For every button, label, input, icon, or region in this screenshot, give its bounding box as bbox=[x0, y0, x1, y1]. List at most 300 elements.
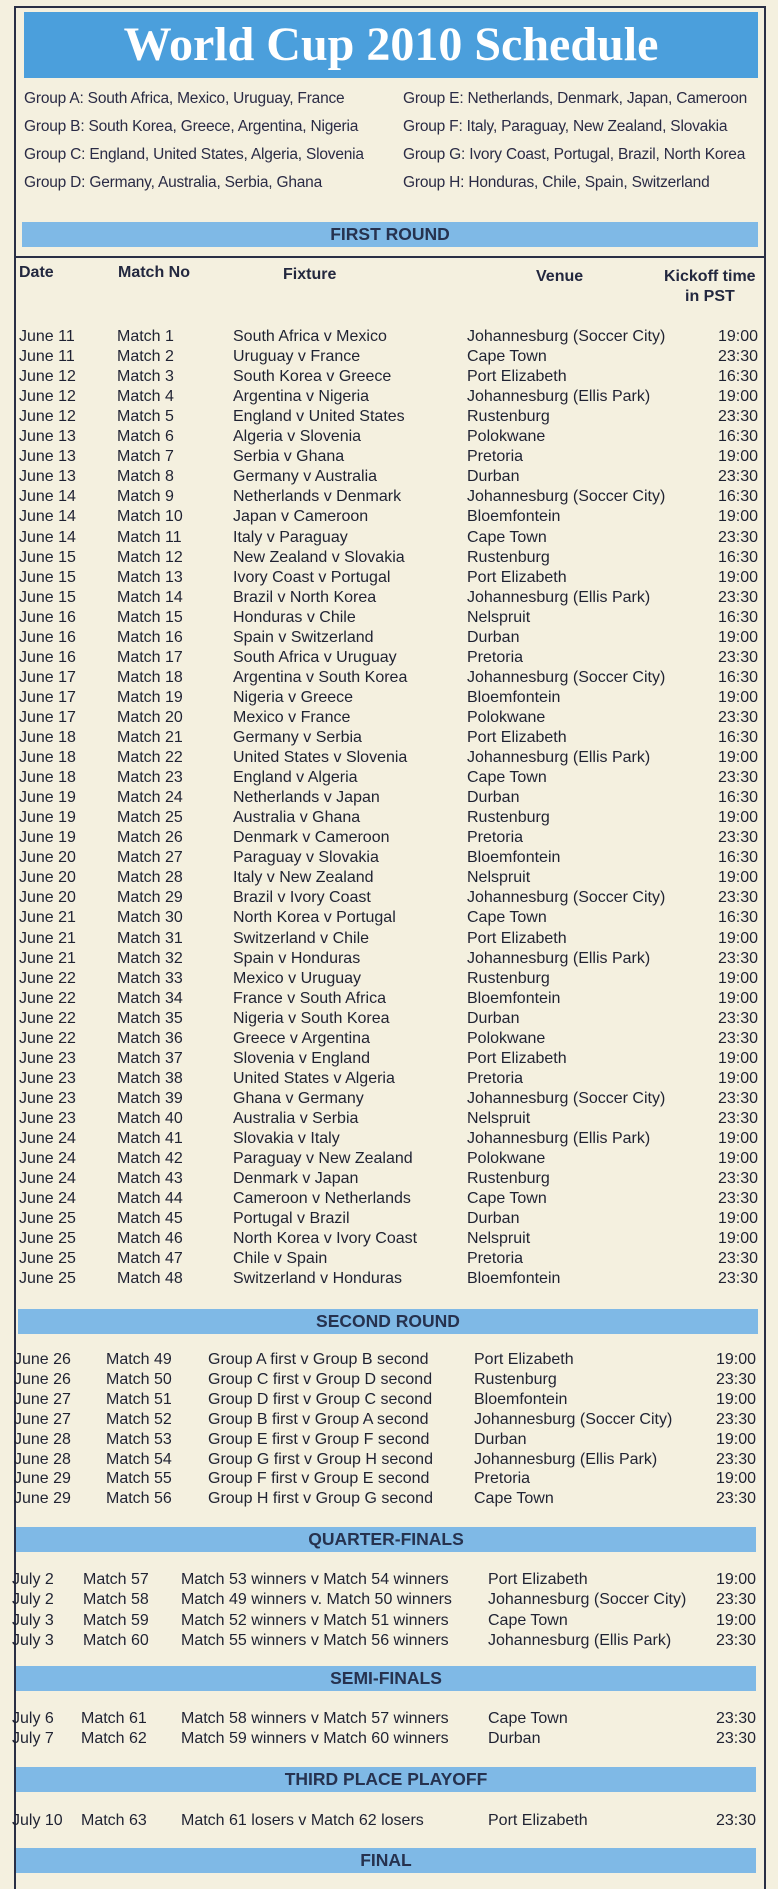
kickoff-time: 19:00 bbox=[717, 969, 758, 987]
match-fixture: Germany v Serbia bbox=[233, 729, 362, 746]
table-row bbox=[0, 387, 778, 407]
match-fixture: Switzerland v Chile bbox=[233, 929, 370, 947]
kickoff-time: 19:00 bbox=[717, 749, 758, 767]
match-fixture: Match 55 winners v Match 56 winners bbox=[181, 1631, 449, 1649]
kickoff-time: 19:00 bbox=[717, 328, 758, 345]
table-row bbox=[0, 1089, 778, 1109]
table-row bbox=[0, 908, 778, 928]
match-fixture: Paraguay v New Zealand bbox=[233, 1150, 413, 1168]
match-venue: Johannesburg (Ellis Park) bbox=[467, 1130, 651, 1147]
match-date: June 20 bbox=[19, 889, 76, 907]
match-number: Match 24 bbox=[117, 789, 183, 807]
table-row bbox=[0, 708, 778, 728]
match-number: Match 61 bbox=[81, 1710, 147, 1727]
match-number: Match 42 bbox=[117, 1150, 183, 1168]
match-venue: Port Elizabeth bbox=[467, 929, 567, 947]
match-fixture: France v South Africa bbox=[233, 989, 386, 1007]
match-number: Match 15 bbox=[117, 608, 183, 626]
table-row bbox=[0, 848, 778, 868]
match-number: Match 47 bbox=[117, 1250, 183, 1268]
match-date: June 29 bbox=[14, 1470, 71, 1488]
match-date: June 24 bbox=[19, 1130, 76, 1147]
table-row bbox=[0, 1249, 778, 1269]
match-venue: Pretoria bbox=[467, 829, 524, 847]
match-date: June 14 bbox=[19, 528, 76, 546]
match-venue: Johannesburg (Ellis Park) bbox=[467, 749, 651, 767]
match-venue: Bloemfontein bbox=[467, 849, 561, 867]
kickoff-time: 23:30 bbox=[717, 889, 758, 907]
table-row bbox=[0, 748, 778, 768]
kickoff-time: 23:30 bbox=[717, 829, 758, 847]
kickoff-time: 19:00 bbox=[717, 869, 758, 887]
match-fixture: Argentina v Nigeria bbox=[233, 388, 370, 406]
match-date: June 18 bbox=[19, 729, 76, 746]
match-venue: Pretoria bbox=[467, 1250, 524, 1268]
match-venue: Durban bbox=[467, 1210, 520, 1228]
table-row bbox=[0, 427, 778, 447]
match-number: Match 55 bbox=[106, 1470, 172, 1488]
match-venue: Pretoria bbox=[474, 1470, 531, 1488]
table-row bbox=[0, 1590, 778, 1610]
table-row bbox=[0, 407, 778, 427]
kickoff-time: 16:30 bbox=[717, 488, 758, 506]
table-row bbox=[0, 648, 778, 668]
table-row bbox=[0, 1350, 778, 1370]
match-date: June 20 bbox=[19, 849, 76, 867]
match-number: Match 17 bbox=[117, 648, 183, 666]
match-fixture: Slovakia v Italy bbox=[233, 1130, 340, 1147]
match-fixture: Cameroon v Netherlands bbox=[233, 1190, 411, 1208]
match-venue: Nelspruit bbox=[467, 1230, 531, 1248]
match-fixture: Group F first v Group E second bbox=[208, 1470, 430, 1488]
match-date: June 23 bbox=[19, 1069, 76, 1087]
group-c-entry: Group C: England, United States, Algeria, Slovenia bbox=[24, 146, 364, 163]
table-row bbox=[0, 588, 778, 608]
kickoff-time: 19:00 bbox=[715, 1470, 756, 1488]
match-date: July 2 bbox=[12, 1591, 54, 1609]
match-number: Match 63 bbox=[81, 1812, 147, 1829]
table-row bbox=[0, 728, 778, 748]
kickoff-time: 16:30 bbox=[717, 368, 758, 386]
match-fixture: Ivory Coast v Portugal bbox=[233, 568, 391, 586]
match-venue: Rustenburg bbox=[467, 809, 550, 827]
match-number: Match 27 bbox=[117, 849, 183, 867]
match-fixture: Match 49 winners v. Match 50 winners bbox=[181, 1591, 452, 1609]
match-venue: Rustenburg bbox=[474, 1370, 557, 1388]
section-band-third-place-playoff: THIRD PLACE PLAYOFF bbox=[16, 1767, 756, 1792]
table-row bbox=[0, 1009, 778, 1029]
header-rule bbox=[14, 256, 766, 258]
match-fixture: Brazil v North Korea bbox=[233, 588, 377, 606]
table-row bbox=[0, 888, 778, 908]
kickoff-time: 23:30 bbox=[715, 1591, 756, 1609]
match-number: Match 19 bbox=[117, 688, 183, 706]
match-date: June 11 bbox=[19, 328, 75, 345]
match-fixture: Group D first v Group C second bbox=[208, 1390, 433, 1408]
match-date: June 23 bbox=[19, 1049, 76, 1067]
group-e-entry: Group E: Netherlands, Denmark, Japan, Cameroon bbox=[403, 90, 748, 107]
match-date: June 17 bbox=[19, 688, 76, 706]
group-h-entry: Group H: Honduras, Chile, Spain, Switzerland bbox=[403, 174, 710, 191]
match-fixture: Portugal v Brazil bbox=[233, 1210, 350, 1228]
kickoff-time: 23:30 bbox=[717, 468, 758, 486]
match-number: Match 6 bbox=[117, 428, 174, 446]
match-number: Match 41 bbox=[117, 1130, 183, 1147]
match-date: June 13 bbox=[19, 448, 76, 466]
match-fixture: Mexico v France bbox=[233, 708, 351, 726]
match-number: Match 31 bbox=[117, 929, 183, 947]
match-date: July 7 bbox=[12, 1730, 54, 1747]
page-title: World Cup 2010 Schedule bbox=[24, 12, 758, 78]
table-row bbox=[0, 1390, 778, 1410]
match-fixture: Germany v Australia bbox=[233, 468, 378, 486]
match-fixture: Denmark v Cameroon bbox=[233, 829, 390, 847]
table-row bbox=[0, 1631, 778, 1651]
table-row bbox=[0, 929, 778, 949]
kickoff-time: 19:00 bbox=[717, 448, 758, 466]
match-fixture: Serbia v Ghana bbox=[233, 448, 345, 466]
table-row bbox=[0, 969, 778, 989]
match-date: June 14 bbox=[19, 508, 76, 526]
match-date: June 25 bbox=[19, 1250, 76, 1268]
match-venue: Johannesburg (Ellis Park) bbox=[467, 588, 651, 606]
match-number: Match 53 bbox=[106, 1430, 172, 1448]
match-number: Match 16 bbox=[117, 628, 183, 646]
group-a-entry: Group A: South Africa, Mexico, Uruguay, France bbox=[24, 90, 345, 107]
match-number: Match 14 bbox=[117, 588, 183, 606]
match-number: Match 39 bbox=[117, 1089, 183, 1107]
match-venue: Johannesburg (Ellis Park) bbox=[467, 388, 651, 406]
match-date: June 21 bbox=[19, 949, 76, 967]
match-venue: Rustenburg bbox=[467, 1170, 550, 1188]
kickoff-time: 16:30 bbox=[717, 909, 758, 927]
match-date: June 27 bbox=[14, 1390, 71, 1408]
match-number: Match 13 bbox=[117, 568, 183, 586]
match-fixture: Argentina v South Korea bbox=[233, 668, 408, 686]
match-fixture: North Korea v Ivory Coast bbox=[233, 1230, 418, 1248]
match-venue: Port Elizabeth bbox=[467, 1049, 567, 1067]
table-row bbox=[0, 808, 778, 828]
match-fixture: New Zealand v Slovakia bbox=[233, 548, 405, 566]
table-row bbox=[0, 467, 778, 487]
kickoff-time: 16:30 bbox=[717, 849, 758, 867]
match-date: June 11 bbox=[19, 348, 75, 366]
match-fixture: Group B first v Group A second bbox=[208, 1410, 429, 1428]
match-venue: Port Elizabeth bbox=[467, 729, 567, 746]
match-venue: Polokwane bbox=[467, 428, 546, 446]
table-row bbox=[0, 1811, 778, 1831]
kickoff-time: 23:30 bbox=[715, 1730, 756, 1747]
match-fixture: South Korea v Greece bbox=[233, 368, 392, 386]
table-row bbox=[0, 1489, 778, 1509]
match-number: Match 38 bbox=[117, 1069, 183, 1087]
table-row bbox=[0, 668, 778, 688]
match-number: Match 49 bbox=[106, 1351, 172, 1368]
match-fixture: Denmark v Japan bbox=[233, 1170, 359, 1188]
match-venue: Nelspruit bbox=[467, 608, 531, 626]
match-venue: Bloemfontein bbox=[467, 989, 561, 1007]
match-fixture: Algeria v Slovenia bbox=[233, 428, 362, 446]
match-fixture: Greece v Argentina bbox=[233, 1029, 370, 1047]
kickoff-time: 23:30 bbox=[717, 348, 758, 366]
match-date: June 24 bbox=[19, 1150, 76, 1168]
match-date: June 24 bbox=[19, 1170, 76, 1188]
match-fixture: Match 61 losers v Match 62 losers bbox=[181, 1812, 424, 1829]
match-number: Match 35 bbox=[117, 1009, 183, 1027]
col-header-kickoff: Kickoff time bbox=[664, 268, 756, 285]
table-row bbox=[0, 367, 778, 387]
table-row bbox=[0, 608, 778, 628]
match-venue: Cape Town bbox=[467, 528, 547, 546]
section-band-second-round: SECOND ROUND bbox=[18, 1309, 758, 1334]
match-venue: Port Elizabeth bbox=[474, 1351, 574, 1368]
table-row bbox=[0, 1209, 778, 1229]
match-date: June 26 bbox=[14, 1351, 71, 1368]
kickoff-time: 19:00 bbox=[717, 1230, 758, 1248]
match-number: Match 12 bbox=[117, 548, 183, 566]
match-date: June 22 bbox=[19, 969, 76, 987]
match-venue: Durban bbox=[474, 1430, 527, 1448]
match-date: June 25 bbox=[19, 1270, 76, 1288]
match-venue: Johannesburg (Soccer City) bbox=[467, 1089, 666, 1107]
match-number: Match 45 bbox=[117, 1210, 183, 1228]
match-number: Match 50 bbox=[106, 1370, 172, 1388]
match-number: Match 37 bbox=[117, 1049, 183, 1067]
match-fixture: North Korea v Portugal bbox=[233, 909, 396, 927]
match-venue: Durban bbox=[467, 1009, 520, 1027]
match-fixture: United States v Algeria bbox=[233, 1069, 395, 1087]
table-row bbox=[0, 1709, 778, 1729]
group-f-entry: Group F: Italy, Paraguay, New Zealand, Slovakia bbox=[403, 118, 728, 135]
match-venue: Rustenburg bbox=[467, 548, 550, 566]
match-fixture: Nigeria v South Korea bbox=[233, 1009, 390, 1027]
match-fixture: Spain v Honduras bbox=[233, 949, 361, 967]
table-row bbox=[0, 1129, 778, 1149]
match-date: June 13 bbox=[19, 468, 76, 486]
match-venue: Port Elizabeth bbox=[467, 568, 567, 586]
match-date: June 19 bbox=[19, 829, 76, 847]
match-number: Match 9 bbox=[117, 488, 174, 506]
kickoff-time: 16:30 bbox=[717, 789, 758, 807]
table-row bbox=[0, 487, 778, 507]
match-number: Match 21 bbox=[117, 729, 183, 746]
match-number: Match 2 bbox=[117, 348, 174, 366]
match-date: June 15 bbox=[19, 568, 76, 586]
match-fixture: Group H first v Group G second bbox=[208, 1490, 433, 1508]
match-fixture: Paraguay v Slovakia bbox=[233, 849, 379, 867]
match-number: Match 7 bbox=[117, 448, 174, 466]
table-row bbox=[0, 688, 778, 708]
kickoff-time: 16:30 bbox=[717, 548, 758, 566]
match-fixture: United States v Slovenia bbox=[233, 749, 408, 767]
table-row bbox=[0, 1269, 778, 1289]
kickoff-time: 19:00 bbox=[715, 1390, 756, 1408]
match-date: June 28 bbox=[14, 1430, 71, 1448]
kickoff-time: 23:30 bbox=[717, 1109, 758, 1127]
match-number: Match 43 bbox=[117, 1170, 183, 1188]
match-fixture: Chile v Spain bbox=[233, 1250, 328, 1268]
match-fixture: Netherlands v Denmark bbox=[233, 488, 402, 506]
match-date: June 24 bbox=[19, 1190, 76, 1208]
table-row bbox=[0, 868, 778, 888]
kickoff-time: 23:30 bbox=[715, 1410, 756, 1428]
match-venue: Johannesburg (Ellis Park) bbox=[474, 1450, 658, 1468]
match-number: Match 36 bbox=[117, 1029, 183, 1047]
kickoff-time: 19:00 bbox=[717, 388, 758, 406]
kickoff-time: 19:00 bbox=[715, 1351, 756, 1368]
match-date: July 3 bbox=[12, 1631, 54, 1649]
match-venue: Cape Town bbox=[467, 1190, 547, 1208]
table-row bbox=[0, 1430, 778, 1450]
kickoff-time: 19:00 bbox=[717, 628, 758, 646]
match-number: Match 30 bbox=[117, 909, 183, 927]
match-number: Match 40 bbox=[117, 1109, 183, 1127]
match-date: June 29 bbox=[14, 1490, 71, 1508]
match-date: June 23 bbox=[19, 1089, 76, 1107]
table-row bbox=[0, 1570, 778, 1590]
match-venue: Johannesburg (Soccer City) bbox=[467, 889, 666, 907]
match-date: June 22 bbox=[19, 1009, 76, 1027]
section-band-semi-finals: SEMI-FINALS bbox=[16, 1666, 756, 1691]
match-fixture: Switzerland v Honduras bbox=[233, 1270, 402, 1288]
match-date: June 25 bbox=[19, 1210, 76, 1228]
kickoff-time: 23:30 bbox=[717, 769, 758, 787]
match-number: Match 22 bbox=[117, 749, 183, 767]
kickoff-time: 23:30 bbox=[717, 528, 758, 546]
match-venue: Johannesburg (Soccer City) bbox=[467, 668, 666, 686]
col-header-fixture: Fixture bbox=[283, 266, 337, 283]
table-row bbox=[0, 1450, 778, 1470]
kickoff-time: 19:00 bbox=[717, 688, 758, 706]
match-date: June 12 bbox=[19, 388, 76, 406]
match-number: Match 20 bbox=[117, 708, 183, 726]
kickoff-time: 19:00 bbox=[717, 1069, 758, 1087]
match-number: Match 34 bbox=[117, 989, 183, 1007]
match-number: Match 5 bbox=[117, 408, 174, 426]
match-date: June 22 bbox=[19, 1029, 76, 1047]
kickoff-time: 19:00 bbox=[717, 568, 758, 586]
kickoff-time: 23:30 bbox=[715, 1812, 756, 1829]
match-number: Match 29 bbox=[117, 889, 183, 907]
kickoff-time: 16:30 bbox=[717, 729, 758, 746]
match-venue: Johannesburg (Soccer City) bbox=[488, 1591, 687, 1609]
match-fixture: Nigeria v Greece bbox=[233, 688, 354, 706]
match-fixture: Netherlands v Japan bbox=[233, 789, 380, 807]
match-fixture: Group A first v Group B second bbox=[208, 1351, 429, 1368]
match-fixture: South Africa v Uruguay bbox=[233, 648, 397, 666]
match-fixture: Italy v New Zealand bbox=[233, 869, 374, 887]
match-number: Match 59 bbox=[83, 1611, 149, 1629]
match-fixture: Match 59 winners v Match 60 winners bbox=[181, 1730, 449, 1747]
match-venue: Pretoria bbox=[467, 448, 524, 466]
table-row bbox=[0, 1611, 778, 1631]
match-fixture: Japan v Cameroon bbox=[233, 508, 369, 526]
match-venue: Bloemfontein bbox=[467, 688, 561, 706]
match-venue: Rustenburg bbox=[467, 408, 550, 426]
match-date: June 23 bbox=[19, 1109, 76, 1127]
match-number: Match 11 bbox=[117, 528, 182, 546]
match-number: Match 60 bbox=[83, 1631, 149, 1649]
match-fixture: Brazil v Ivory Coast bbox=[233, 889, 371, 907]
match-fixture: Spain v Switzerland bbox=[233, 628, 374, 646]
kickoff-time: 16:30 bbox=[717, 608, 758, 626]
kickoff-time: 19:00 bbox=[717, 1130, 758, 1147]
match-date: June 12 bbox=[19, 408, 76, 426]
match-venue: Polokwane bbox=[467, 1150, 546, 1168]
match-date: June 18 bbox=[19, 769, 76, 787]
match-fixture: South Africa v Mexico bbox=[233, 328, 387, 345]
match-venue: Cape Town bbox=[467, 909, 547, 927]
match-number: Match 33 bbox=[117, 969, 183, 987]
table-row bbox=[0, 828, 778, 848]
match-fixture: Group G first v Group H second bbox=[208, 1450, 433, 1468]
match-number: Match 56 bbox=[106, 1490, 172, 1508]
kickoff-time: 23:30 bbox=[717, 949, 758, 967]
table-row bbox=[0, 447, 778, 467]
match-fixture: Italy v Paraguay bbox=[233, 528, 348, 546]
section-band-final: FINAL bbox=[16, 1848, 756, 1873]
match-date: June 28 bbox=[14, 1450, 71, 1468]
match-number: Match 44 bbox=[117, 1190, 183, 1208]
match-number: Match 10 bbox=[117, 508, 183, 526]
match-venue: Bloemfontein bbox=[467, 1270, 561, 1288]
match-venue: Johannesburg (Ellis Park) bbox=[488, 1631, 672, 1649]
table-row bbox=[0, 327, 778, 347]
match-number: Match 18 bbox=[117, 668, 183, 686]
table-row bbox=[0, 989, 778, 1009]
table-row bbox=[0, 1149, 778, 1169]
match-number: Match 54 bbox=[106, 1450, 172, 1468]
match-venue: Bloemfontein bbox=[474, 1390, 568, 1408]
match-number: Match 25 bbox=[117, 809, 183, 827]
col-header-date: Date bbox=[19, 264, 54, 281]
match-date: June 15 bbox=[19, 588, 76, 606]
match-venue: Pretoria bbox=[467, 648, 524, 666]
match-venue: Johannesburg (Soccer City) bbox=[467, 488, 666, 506]
match-venue: Polokwane bbox=[467, 1029, 546, 1047]
table-row bbox=[0, 1169, 778, 1189]
kickoff-time: 23:30 bbox=[717, 648, 758, 666]
match-number: Match 32 bbox=[117, 949, 183, 967]
match-date: June 17 bbox=[19, 708, 76, 726]
match-number: Match 23 bbox=[117, 769, 183, 787]
table-row bbox=[0, 347, 778, 367]
match-venue: Durban bbox=[488, 1730, 541, 1747]
match-number: Match 28 bbox=[117, 869, 183, 887]
match-venue: Johannesburg (Soccer City) bbox=[467, 328, 666, 345]
kickoff-time: 23:30 bbox=[717, 1170, 758, 1188]
match-fixture: England v United States bbox=[233, 408, 405, 426]
match-date: July 3 bbox=[12, 1611, 54, 1629]
match-venue: Cape Town bbox=[474, 1490, 554, 1508]
match-fixture: Slovenia v England bbox=[233, 1049, 370, 1067]
match-fixture: Australia v Serbia bbox=[233, 1109, 359, 1127]
table-row bbox=[0, 949, 778, 969]
table-row bbox=[0, 788, 778, 808]
match-fixture: Mexico v Uruguay bbox=[233, 969, 362, 987]
match-number: Match 8 bbox=[117, 468, 174, 486]
section-band-quarter-finals: QUARTER-FINALS bbox=[16, 1527, 756, 1552]
kickoff-time: 19:00 bbox=[717, 929, 758, 947]
kickoff-time: 23:30 bbox=[717, 1009, 758, 1027]
match-fixture: Honduras v Chile bbox=[233, 608, 356, 626]
match-fixture: Ghana v Germany bbox=[233, 1089, 364, 1107]
match-venue: Johannesburg (Ellis Park) bbox=[467, 949, 651, 967]
match-date: June 19 bbox=[19, 789, 76, 807]
kickoff-time: 19:00 bbox=[715, 1611, 756, 1629]
match-fixture: Uruguay v France bbox=[233, 348, 361, 366]
match-fixture: Group E first v Group F second bbox=[208, 1430, 430, 1448]
